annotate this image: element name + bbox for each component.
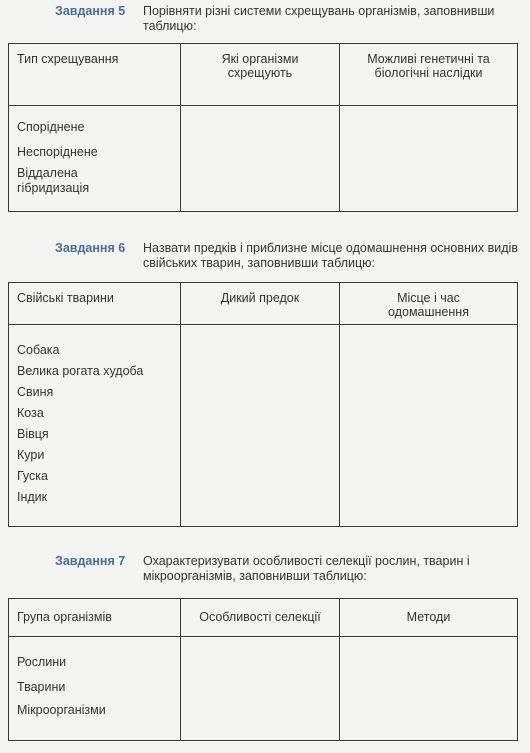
- task7-row-3: Мікроорганізми: [17, 703, 106, 717]
- task5-header-consequences: Можливі генетичні та біологічні наслідки: [340, 44, 518, 106]
- task6-row-3: Свиня: [17, 385, 54, 399]
- task6-table: [8, 282, 518, 527]
- task7-row-1: Рослини: [17, 655, 67, 669]
- task6-row-2: Велика рогата худоба: [17, 364, 144, 378]
- task5-row-2: Неспоріднене: [17, 145, 98, 159]
- task7-header-group: Група організмів: [9, 599, 181, 637]
- task7-header-features: Особливості селекції: [181, 599, 340, 637]
- task6-heading: [55, 241, 525, 275]
- task6-row-8: Індик: [17, 490, 48, 504]
- task5-organisms-answer-cell[interactable]: [181, 106, 340, 212]
- task6-row-7: Гуска: [17, 469, 48, 483]
- task6-header-place-time: Місце і час одомашнення: [340, 283, 518, 325]
- task7-features-answer-cell[interactable]: [181, 637, 340, 741]
- task5-header-type: Тип схрещування: [9, 44, 181, 106]
- task6-place-time-answer-cell[interactable]: [340, 325, 518, 527]
- task7-rows-cell: [9, 637, 181, 741]
- task6-header-ancestor: Дикий предок: [181, 283, 340, 325]
- task6-row-1: Собака: [17, 343, 60, 357]
- task5-instruction: Порівняти різні системи схрещувань організмів, заповнивши таблицю:: [143, 4, 495, 33]
- task7-instruction: Охарактеризувати особливості селекції рослин, тварин і мікроорганізмів, заповнивши таблицю:: [143, 554, 470, 583]
- task6-ancestor-answer-cell[interactable]: [181, 325, 340, 527]
- task7-row-2: Тварини: [17, 680, 66, 694]
- task6-row-5: Вівця: [17, 427, 49, 441]
- task5-header-organisms: Які організми схрещують: [181, 44, 340, 106]
- task5-table: [8, 43, 518, 212]
- task5-label: Завдання 5: [55, 4, 126, 18]
- task6-header-animals: Свійські тварини: [9, 283, 181, 325]
- task7-methods-answer-cell[interactable]: [340, 637, 518, 741]
- task7-label: Завдання 7: [55, 554, 126, 568]
- task5-consequences-answer-cell[interactable]: [340, 106, 518, 212]
- task7-table: [8, 598, 518, 741]
- task6-instruction: Назвати предків і приблизне місце одомашнення основних видів свійських тварин, заповнивши таблицю:: [143, 241, 518, 270]
- task6-label: Завдання 6: [55, 241, 126, 255]
- task5-heading: [55, 4, 525, 38]
- task5-rows-cell: [9, 106, 181, 212]
- task6-row-4: Коза: [17, 406, 44, 420]
- task6-row-6: Кури: [17, 448, 45, 462]
- task5-row-1: Споріднене: [17, 120, 85, 134]
- task5-row-3: Віддалена гібридизація: [17, 166, 90, 195]
- task7-heading: [55, 554, 525, 588]
- task6-rows-cell: [9, 325, 181, 527]
- task7-header-methods: Методи: [340, 599, 518, 637]
